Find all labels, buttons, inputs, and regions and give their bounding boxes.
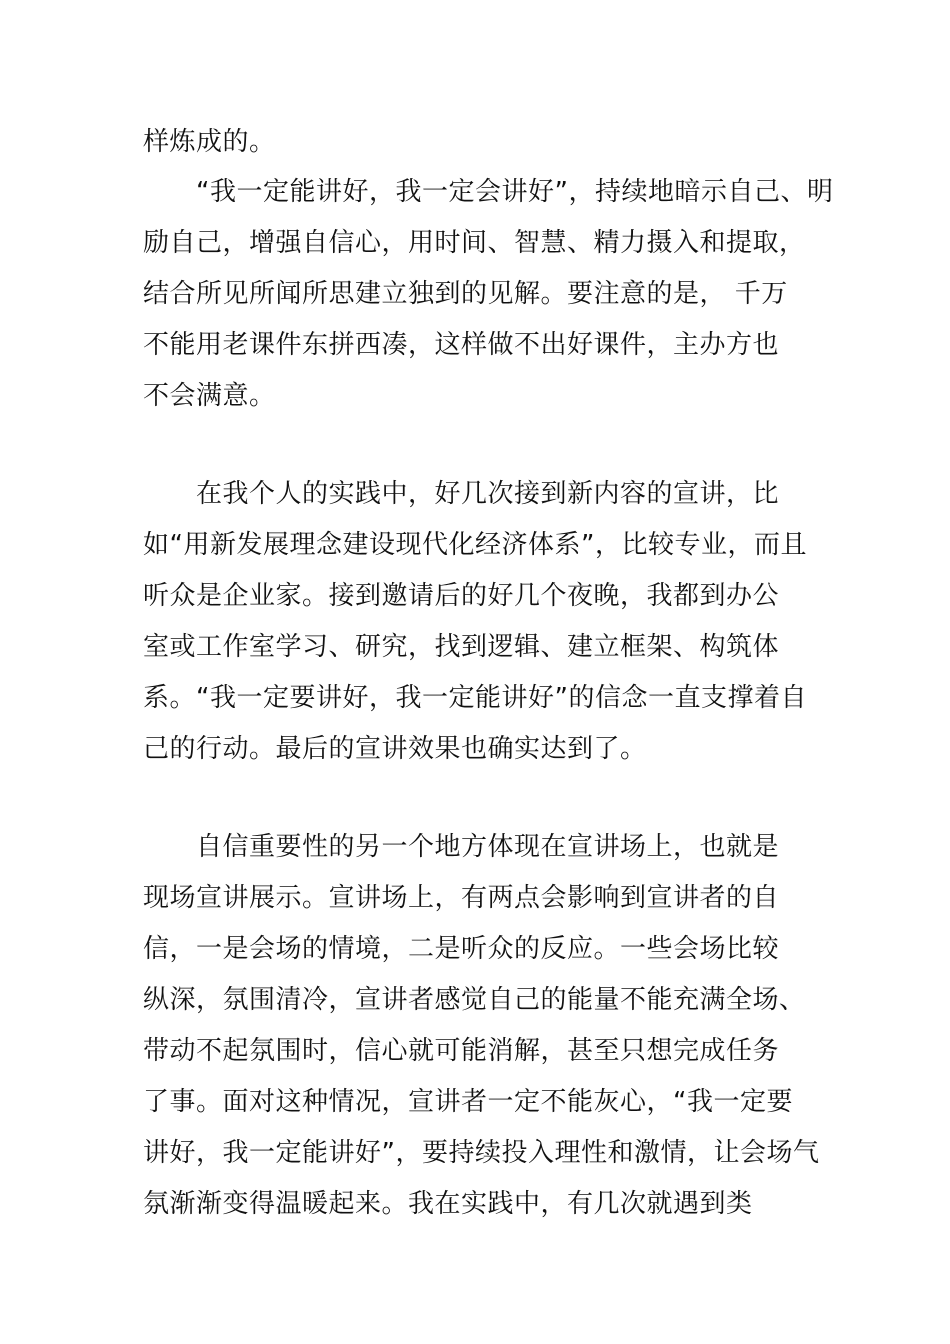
paragraph-2-line-2: 励自己，增强自信心，用时间、智慧、精力摄入和提取， — [143, 228, 806, 258]
paragraph-4-line-7: 讲好，我一定能讲好”，要持续投入理性和激情，让会场气 — [143, 1138, 820, 1168]
paragraph-2-line-4: 不能用老课件东拼西凑，这样做不出好课件，主办方也 — [143, 330, 780, 360]
paragraph-2-line-1: “我一定能讲好，我一定会讲好”，持续地暗示自己、明 — [196, 177, 834, 207]
paragraph-3-line-5: 系。“我一定要讲好，我一定能讲好”的信念一直支撑着自 — [143, 683, 807, 713]
paragraph-1-line-1: 样炼成的。 — [143, 127, 276, 157]
paragraph-4-line-3: 信，一是会场的情境，二是听众的反应。一些会场比较 — [143, 934, 780, 964]
paragraph-2-line-3: 结合所见所闻所思建立独到的见解。要注意的是， 千万 — [143, 279, 788, 309]
paragraph-4-line-1: 自信重要性的另一个地方体现在宣讲场上，也就是 — [196, 832, 780, 862]
paragraph-3-line-3: 听众是企业家。接到邀请后的好几个夜晚，我都到办公 — [143, 581, 780, 611]
paragraph-4-line-4: 纵深，氛围清冷，宣讲者感觉自己的能量不能充满全场、 — [143, 985, 806, 1015]
paragraph-4-line-5: 带动不起氛围时，信心就可能消解，甚至只想完成任务 — [143, 1036, 780, 1066]
paragraph-3-line-2: 如“用新发展理念建设现代化经济体系”，比较专业，而且 — [143, 530, 807, 560]
paragraph-4-line-2: 现场宣讲展示。宣讲场上，有两点会影响到宣讲者的自 — [143, 883, 780, 913]
paragraph-3-line-1: 在我个人的实践中，好几次接到新内容的宣讲，比 — [196, 479, 780, 509]
paragraph-2-line-5: 不会满意。 — [143, 381, 276, 411]
paragraph-3-line-4: 室或工作室学习、研究，找到逻辑、建立框架、构筑体 — [143, 632, 780, 662]
paragraph-4-line-6: 了事。面对这种情况，宣讲者一定不能灰心，“我一定要 — [143, 1087, 793, 1117]
paragraph-4-line-8: 氛渐渐变得温暖起来。我在实践中，有几次就遇到类 — [143, 1189, 753, 1219]
paragraph-3-line-6: 己的行动。最后的宣讲效果也确实达到了。 — [143, 734, 647, 764]
